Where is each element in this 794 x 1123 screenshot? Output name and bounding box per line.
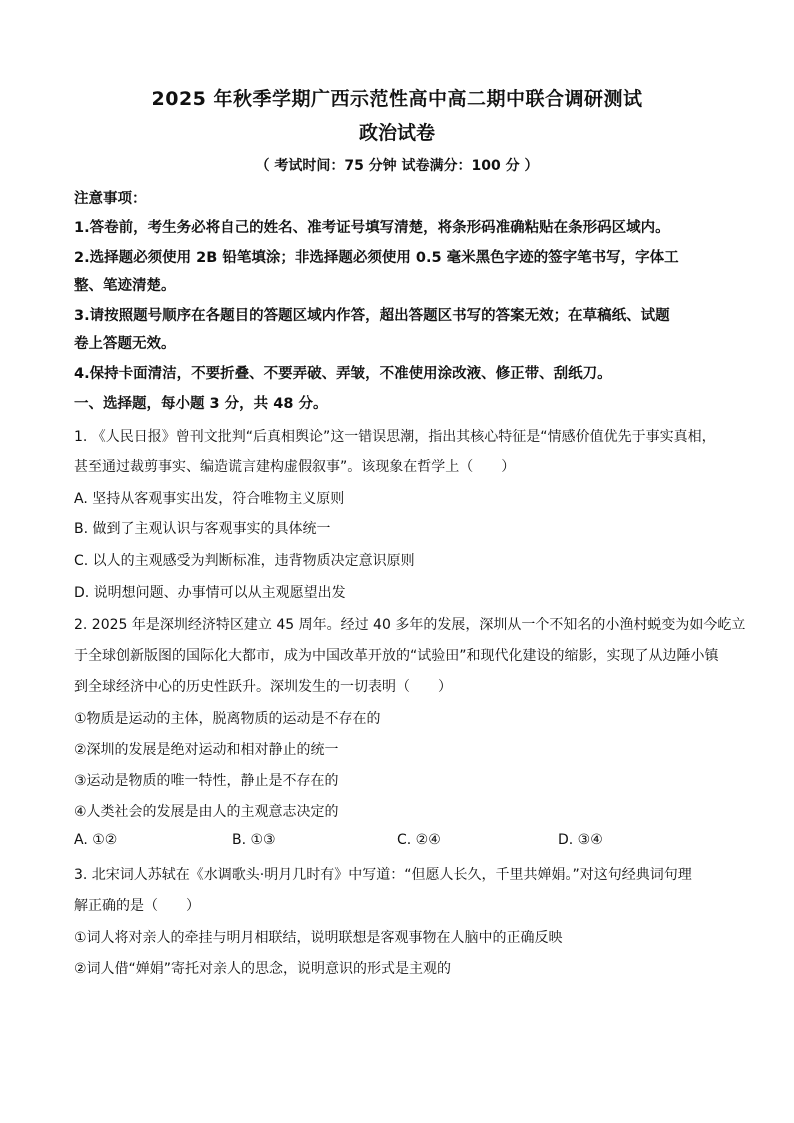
q3-stem-line2: 解正确的是（ ） bbox=[74, 898, 200, 914]
q3-statement-1: ①词人将对亲人的牵挂与明月相联结，说明联想是客观事物在人脑中的正确反映 bbox=[74, 930, 563, 946]
q1-stem-line2: 甚至通过裁剪事实、编造谎言建构虚假叙事”。该现象在哲学上（ ） bbox=[74, 459, 516, 475]
notice-item-4: 4.保持卡面清洁，不要折叠、不要弄破、弄皱，不准使用涂改液、修正带、刮纸刀。 bbox=[74, 366, 612, 382]
q2-option-b: B. ①③ bbox=[232, 832, 276, 848]
q2-statement-1: ①物质是运动的主体，脱离物质的运动是不存在的 bbox=[74, 711, 381, 727]
q2-statement-2: ②深圳的发展是绝对运动和相对静止的统一 bbox=[74, 742, 339, 758]
q2-statement-4: ④人类社会的发展是由人的主观意志决定的 bbox=[74, 804, 339, 820]
notice-item-3-cont: 卷上答题无效。 bbox=[74, 336, 176, 352]
q2-stem-line2: 于全球创新版图的国际化大都市，成为中国改革开放的“试验田”和现代化建设的缩影，实现了从边陲小镇 bbox=[74, 648, 719, 664]
q3-statement-2: ②词人借“婵娟”寄托对亲人的思念，说明意识的形式是主观的 bbox=[74, 961, 452, 977]
q2-stem-line1: 2. 2025 年是深圳经济特区建立 45 周年。经过 40 多年的发展，深圳从一个不知名的小渔村蜕变为如今屹立 bbox=[74, 617, 746, 633]
q2-option-c: C. ②④ bbox=[397, 832, 441, 848]
section-heading: 一、选择题，每小题 3 分，共 48 分。 bbox=[74, 396, 328, 412]
q1-option-a: A. 坚持从客观事实出发，符合唯物主义原则 bbox=[74, 491, 345, 507]
q1-option-c: C. 以人的主观感受为判断标准，违背物质决定意识原则 bbox=[74, 553, 415, 569]
q2-option-a: A. ①② bbox=[74, 832, 118, 848]
notice-item-2: 2.选择题必须使用 2B 铅笔填涂；非选择题必须使用 0.5 毫米黑色字迹的签字笔书写，字体工 bbox=[74, 250, 679, 266]
q2-option-d: D. ③④ bbox=[558, 832, 603, 848]
exam-title: 2025 年秋季学期广西示范性高中高二期中联合调研测试 bbox=[151, 88, 643, 110]
q1-stem-line1: 1. 《人民日报》曾刊文批判“后真相舆论”这一错误思潮，指出其核心特征是“情感价值优先于事实真相， bbox=[74, 429, 716, 445]
q1-option-b: B. 做到了主观认识与客观事实的具体统一 bbox=[74, 521, 331, 537]
q3-stem-line1: 3. 北宋词人苏轼在《水调歌头·明月几时有》中写道：“但愿人长久，千里共婵娟。”对这句经典词句理 bbox=[74, 867, 692, 883]
subject-title: 政治试卷 bbox=[358, 122, 435, 144]
notice-item-1: 1.答卷前，考生务必将自己的姓名、准考证号填写清楚，将条形码准确粘贴在条形码区域内。 bbox=[74, 220, 670, 236]
notice-item-2-cont: 整、笔迹清楚。 bbox=[74, 278, 176, 294]
q2-stem-line3: 到全球经济中心的历史性跃升。深圳发生的一切表明（ ） bbox=[74, 679, 452, 695]
q1-option-d: D. 说明想问题、办事情可以从主观愿望出发 bbox=[74, 585, 346, 601]
notice-heading: 注意事项： bbox=[74, 191, 147, 207]
notice-item-3: 3.请按照题号顺序在各题目的答题区域内作答，超出答题区书写的答案无效；在草稿纸、试题 bbox=[74, 308, 670, 324]
q2-statement-3: ③运动是物质的唯一特性，静止是不存在的 bbox=[74, 773, 339, 789]
exam-info: （ 考试时间：75 分钟 试卷满分：100 分 ） bbox=[255, 158, 539, 174]
